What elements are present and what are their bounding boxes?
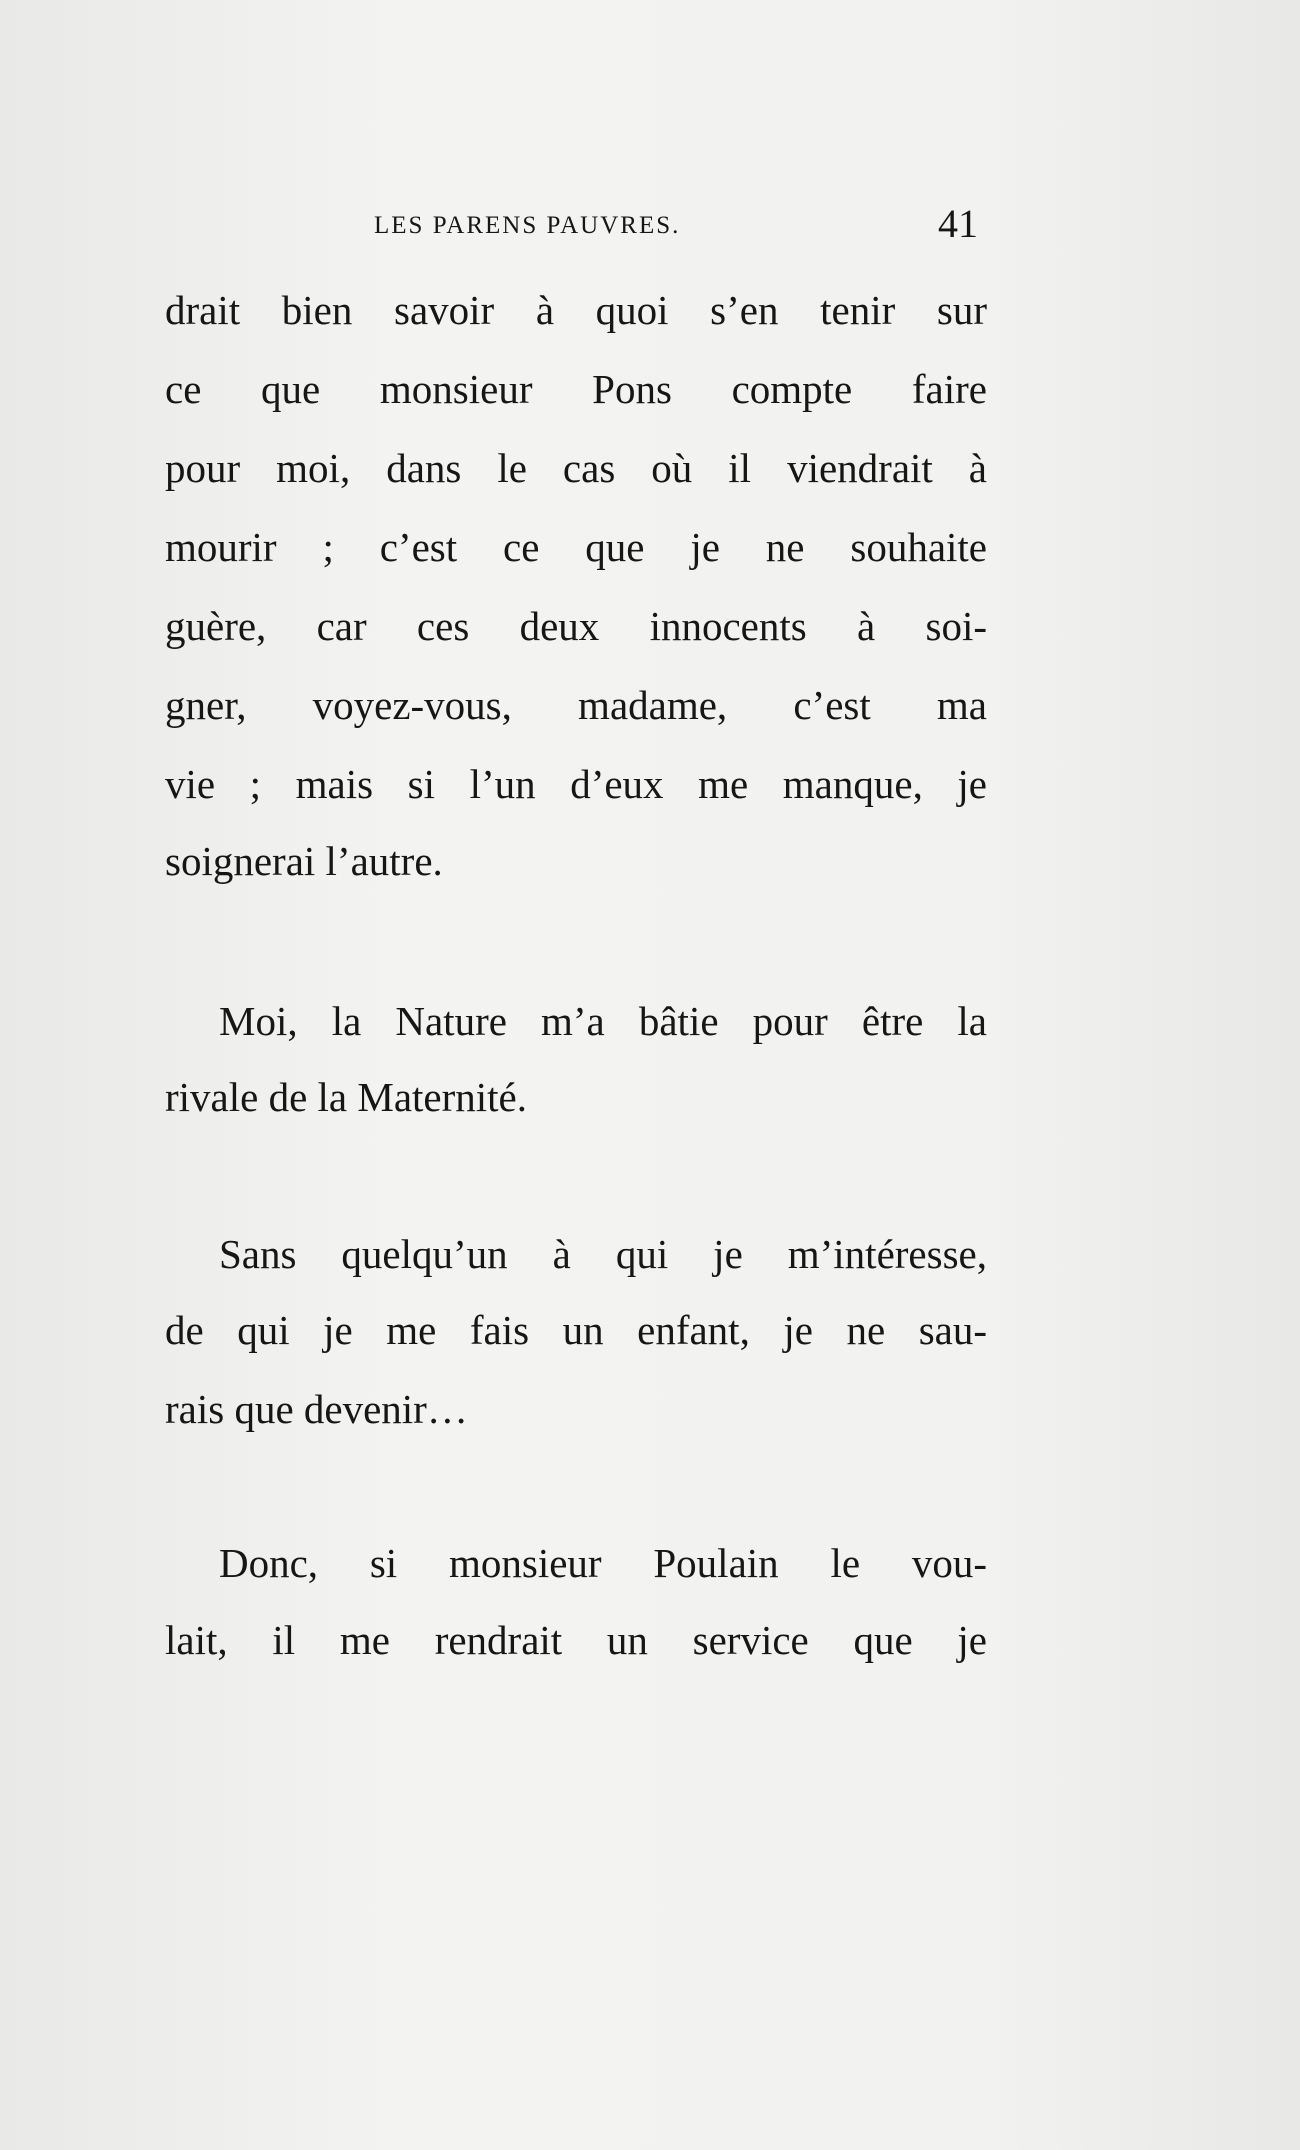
running-header: LES PARENS PAUVRES. xyxy=(374,212,681,239)
text-line: rivale de la Maternité. xyxy=(165,1074,527,1120)
page-number: 41 xyxy=(938,201,978,246)
text-line: guère, car ces deux innocents à soi- xyxy=(165,603,987,649)
text-line: de qui je me fais un enfant, je ne sau- xyxy=(165,1307,987,1353)
text-line: vie ; mais si l’un d’eux me manque, je xyxy=(165,761,987,807)
text-line: Donc, si monsieur Poulain le vou- xyxy=(219,1540,987,1586)
text-line: soignerai l’autre. xyxy=(165,838,443,884)
text-line: pour moi, dans le cas où il viendrait à xyxy=(165,445,987,491)
text-line: drait bien savoir à quoi s’en tenir sur xyxy=(165,287,987,333)
text-line: Moi, la Nature m’a bâtie pour être la xyxy=(219,998,987,1044)
text-line: Sans quelqu’un à qui je m’intéresse, xyxy=(219,1231,987,1277)
text-line: rais que devenir… xyxy=(165,1386,468,1432)
text-line: lait, il me rendrait un service que je xyxy=(165,1617,987,1663)
text-line: mourir ; c’est ce que je ne souhaite xyxy=(165,524,987,570)
text-line: ce que monsieur Pons compte faire xyxy=(165,366,987,412)
text-line: gner, voyez-vous, madame, c’est ma xyxy=(165,682,987,728)
